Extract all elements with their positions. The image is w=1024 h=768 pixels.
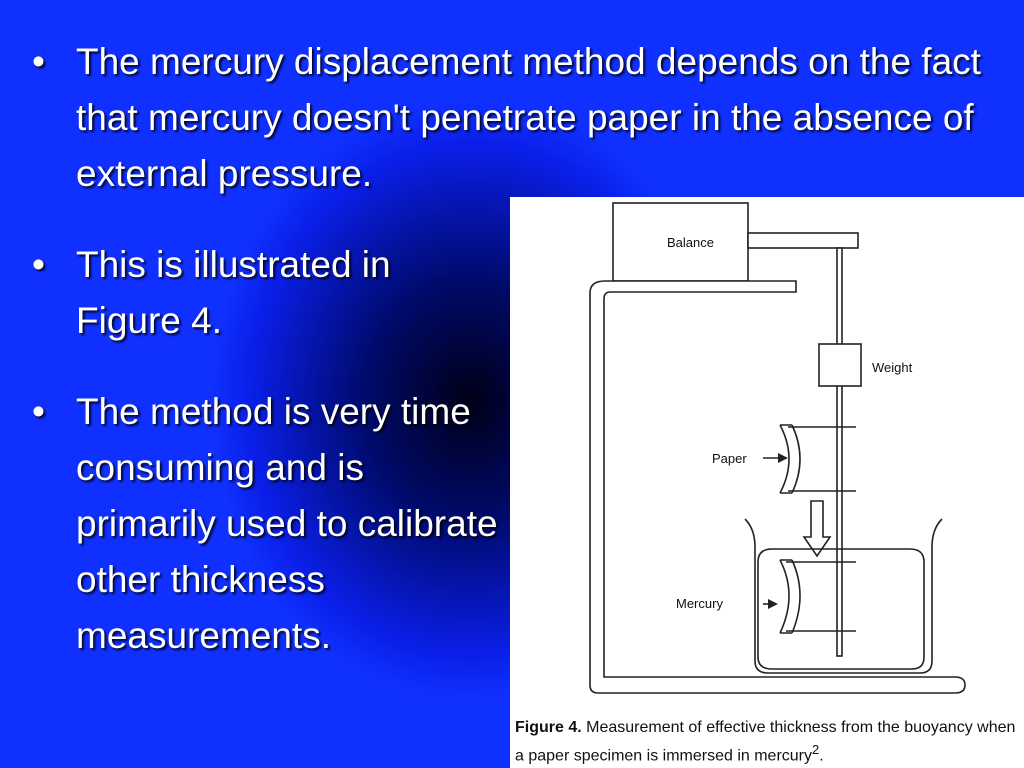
bullet-marker: •	[32, 391, 45, 432]
apparatus-diagram	[510, 197, 1024, 712]
caption-superscript: 2	[812, 742, 820, 757]
caption-figure-number: Figure 4.	[515, 719, 582, 736]
bullet-mercury-principle	[32, 34, 992, 202]
bullet-marker: •	[32, 244, 45, 285]
hanging-rod	[837, 248, 842, 656]
balance-arm	[748, 233, 858, 248]
figure-4	[510, 197, 1024, 768]
label-balance: Balance	[667, 235, 714, 250]
bullet-method-usage	[32, 384, 502, 664]
label-mercury: Mercury	[676, 596, 723, 611]
bullet-marker: •	[32, 41, 45, 82]
support-frame	[590, 281, 965, 693]
bullet-text: The method is very time consuming and is primarily used to calibrate other thickness measurements.	[76, 391, 498, 656]
bullet-figure-reference	[32, 237, 472, 349]
label-weight: Weight	[872, 360, 913, 375]
bullet-text: The mercury displacement method depends on the fact that mercury doesn't penetrate paper in the absence of external pressure.	[76, 41, 981, 194]
figure-caption	[515, 717, 1024, 767]
down-arrow	[804, 501, 830, 556]
caption-end: .	[819, 747, 824, 765]
weight-box	[819, 344, 861, 386]
bullet-text: This is illustrated in Figure 4.	[76, 244, 391, 341]
mercury-beaker	[745, 519, 942, 673]
label-paper: Paper	[712, 451, 747, 466]
paper-specimen-lower	[780, 560, 800, 633]
caption-text: Measurement of effective thickness from the buoyancy when a paper specimen is immersed in mercury	[515, 719, 1016, 765]
